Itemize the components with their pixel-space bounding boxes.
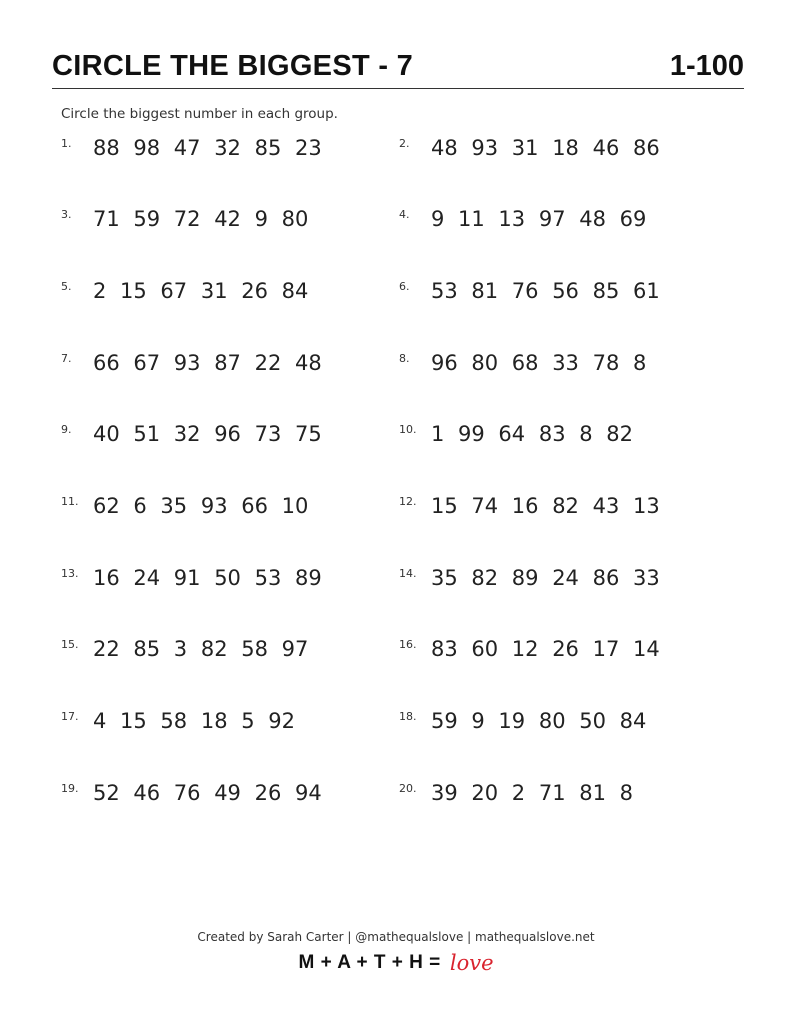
problem-number: 11. [61, 495, 79, 508]
problem-number: 5. [61, 280, 72, 293]
number-group[interactable]: 1 99 64 83 8 82 [431, 422, 633, 446]
number-group[interactable]: 62 6 35 93 66 10 [93, 494, 309, 518]
problem-number: 8. [399, 352, 410, 365]
problem-number: 9. [61, 423, 72, 436]
problem-number: 6. [399, 280, 410, 293]
number-group[interactable]: 83 60 12 26 17 14 [431, 637, 660, 661]
problem-number: 4. [399, 208, 410, 221]
problem-number: 14. [399, 567, 417, 580]
number-group[interactable]: 16 24 91 50 53 89 [93, 566, 322, 590]
number-group[interactable]: 59 9 19 80 50 84 [431, 709, 647, 733]
number-group[interactable]: 48 93 31 18 46 86 [431, 136, 660, 160]
problem-number: 7. [61, 352, 72, 365]
problem-number: 3. [61, 208, 72, 221]
number-group[interactable]: 15 74 16 82 43 13 [431, 494, 660, 518]
number-group[interactable]: 71 59 72 42 9 80 [93, 207, 309, 231]
problem-number: 15. [61, 638, 79, 651]
number-range: 1-100 [669, 50, 744, 82]
number-group[interactable]: 22 85 3 82 58 97 [93, 637, 309, 661]
number-group[interactable]: 66 67 93 87 22 48 [93, 351, 322, 375]
problem-number: 2. [399, 137, 410, 150]
problem-number: 20. [399, 782, 417, 795]
problem-number: 1. [61, 137, 72, 150]
problem-number: 19. [61, 782, 79, 795]
math-equals-love-logo [0, 951, 792, 981]
number-group[interactable]: 53 81 76 56 85 61 [431, 279, 660, 303]
problem-number: 18. [399, 710, 417, 723]
problem-number: 13. [61, 567, 79, 580]
logo-love-script: love [449, 951, 494, 975]
footer-credit: Created by Sarah Carter | @mathequalslove | mathequalslove.net [197, 930, 595, 944]
worksheet-title: CIRCLE THE BIGGEST - 7 [52, 50, 414, 82]
problem-number: 12. [399, 495, 417, 508]
number-group[interactable]: 88 98 47 32 85 23 [93, 136, 322, 160]
problem-number: 10. [399, 423, 417, 436]
number-group[interactable]: 2 15 67 31 26 84 [93, 279, 309, 303]
instructions: Circle the biggest number in each group. [61, 106, 338, 122]
number-group[interactable]: 52 46 76 49 26 94 [93, 781, 322, 805]
number-group[interactable]: 96 80 68 33 78 8 [431, 351, 647, 375]
number-group[interactable]: 9 11 13 97 48 69 [431, 207, 647, 231]
number-group[interactable]: 4 15 58 18 5 92 [93, 709, 295, 733]
number-group[interactable]: 35 82 89 24 86 33 [431, 566, 660, 590]
problem-number: 17. [61, 710, 79, 723]
worksheet-header [52, 46, 744, 89]
problem-number: 16. [399, 638, 417, 651]
number-group[interactable]: 39 20 2 71 81 8 [431, 781, 633, 805]
logo-letters: M + A + T + H = [298, 952, 441, 973]
number-group[interactable]: 40 51 32 96 73 75 [93, 422, 322, 446]
